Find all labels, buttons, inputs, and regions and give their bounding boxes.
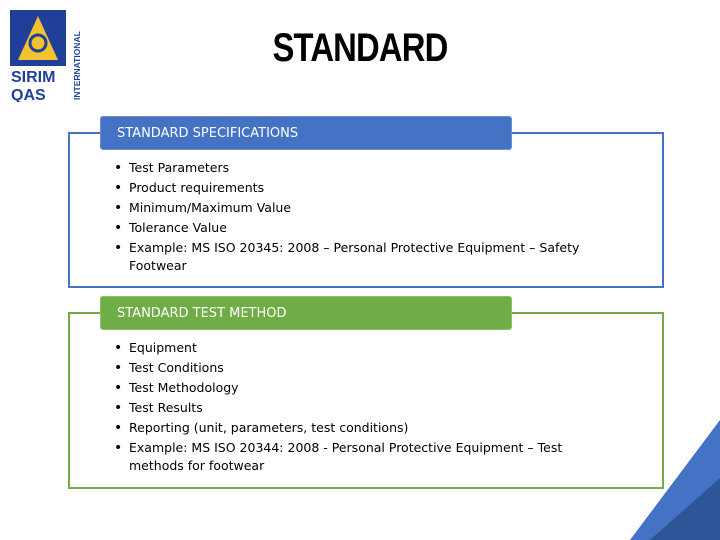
list-item: • Test Parameters: [112, 159, 612, 177]
list-item: • Test Conditions: [112, 359, 612, 377]
specifications-header: STANDARD SPECIFICATIONS: [100, 116, 512, 150]
logo-bottom-text: QAS: [11, 87, 46, 102]
list-item: • Minimum/Maximum Value: [112, 199, 612, 217]
logo-top-text: SIRIM: [11, 69, 56, 86]
test-method-header: STANDARD TEST METHOD: [100, 296, 512, 330]
specifications-list: [112, 159, 612, 277]
list-item: • Reporting (unit, parameters, test conditions): [112, 419, 612, 437]
list-item: • Product requirements: [112, 179, 612, 197]
list-item: • Test Methodology: [112, 379, 612, 397]
logo-side-text: INTERNATIONAL: [72, 31, 82, 100]
list-item: • Example: MS ISO 20344: 2008 - Personal Protective Equipment – Test methods for footwear: [112, 439, 612, 475]
test-method-list: [112, 339, 612, 477]
list-item: • Equipment: [112, 339, 612, 357]
list-item: • Example: MS ISO 20345: 2008 – Personal Protective Equipment – Safety Footwear: [112, 239, 612, 275]
page-title: STANDARD: [272, 26, 448, 70]
list-item: • Test Results: [112, 399, 612, 417]
list-item: • Tolerance Value: [112, 219, 612, 237]
corner-decoration: [630, 420, 720, 540]
